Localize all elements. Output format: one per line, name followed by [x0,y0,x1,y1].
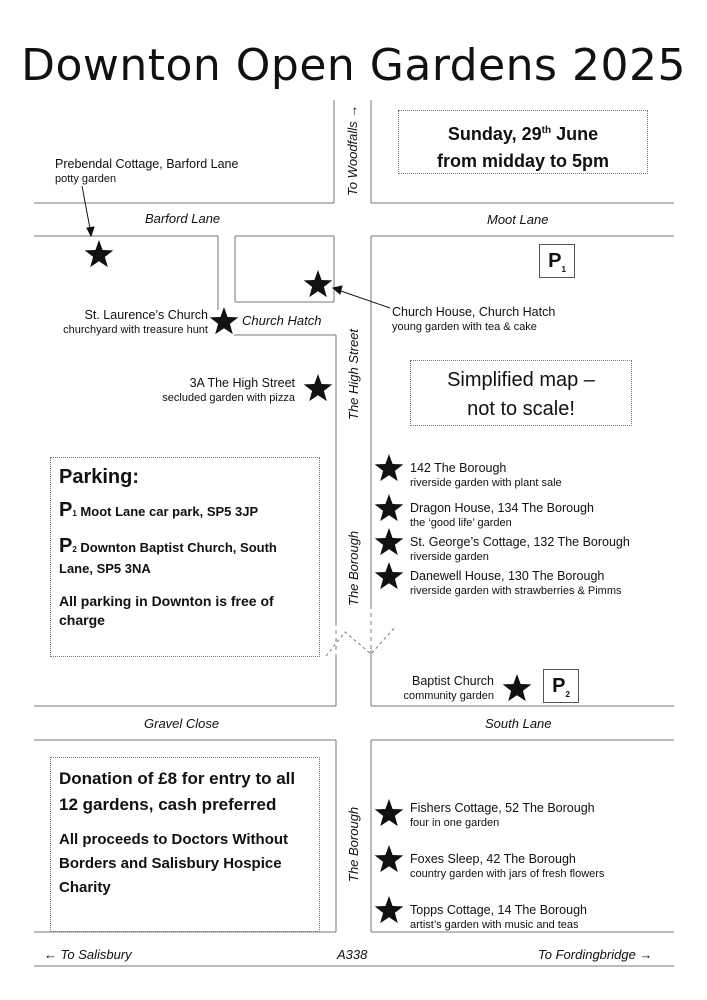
garden-desc: four in one garden [410,817,500,829]
garden-danewell-house [410,569,622,598]
donation-line1: Donation of £8 for entry to all 12 gardens, cash preferred [59,769,296,814]
p1-text: Moot Lane car park, SP5 3JP [80,504,259,519]
parking-free-note: All parking in Downton is free of charge [59,593,274,628]
garden-st-georges-cottage [410,535,630,564]
road-label-to-woodfalls: To Woodfalls → [345,104,360,196]
parking-heading: Parking: [59,466,140,488]
garden-desc: community garden [403,690,494,702]
p2-letter: P [59,535,73,557]
garden-star-icon [85,240,114,267]
garden-142-borough [410,461,562,490]
garden-name: Fishers Cottage, 52 The Borough [410,801,595,815]
garden-name: Prebendal Cottage, Barford Lane [55,157,239,171]
parking-p1 [59,501,311,523]
garden-prebendal-cottage [55,157,238,186]
garden-desc: artist’s garden with music and teas [410,919,579,931]
road-label-borough-lower: The Borough [346,806,361,882]
p2-num: 2 [72,545,77,554]
footer-to-fordingbridge: To Fordingbridge → [538,947,653,962]
footer-to-salisbury: ← To Salisbury [44,947,132,962]
p2-text: Downton Baptist Church, South Lane, SP5 3NA [59,540,277,576]
garden-baptist-church [380,674,494,703]
date-suffix-sup: th [541,125,552,136]
garden-star-icon [304,270,333,297]
garden-name: Church House, Church Hatch [392,305,556,319]
road-label-barford-lane: Barford Lane [145,211,221,226]
parking-marker-letter: P [548,250,562,272]
garden-name: Dragon House, 134 The Borough [410,501,594,515]
garden-name: Topps Cottage, 14 The Borough [410,903,587,917]
garden-star-icon [375,494,404,521]
garden-desc: country garden with jars of fresh flowers [410,868,605,880]
garden-name: Foxes Sleep, 42 The Borough [410,852,576,866]
parking-marker-p1 [539,244,575,278]
garden-star-icon [375,799,404,826]
garden-desc: potty garden [55,173,117,185]
garden-desc: churchyard with treasure hunt [63,324,208,336]
road-label-borough-upper: The Borough [346,530,361,606]
event-date: Sunday, 29 [447,124,542,144]
garden-star-icon [375,896,404,923]
p1-num: 1 [72,509,77,518]
garden-st-laurences-church [36,308,208,337]
event-month: June [551,124,599,144]
pointer-lines [82,186,390,308]
garden-star-icon [375,528,404,555]
garden-name: St. Laurence’s Church [84,308,208,322]
donation-line2: All proceeds to Doctors Without Borders and Salisbury Hospice Charity [59,831,289,896]
garden-star-icon [503,674,532,701]
garden-fishers-cottage [410,801,595,830]
parking-marker-num: 2 [565,690,570,699]
garden-star-icon [304,374,333,401]
garden-church-house [392,305,555,334]
donation-box [50,757,320,932]
road-label-gravel-close: Gravel Close [144,716,220,731]
garden-topps-cottage [410,903,587,932]
parking-p2 [59,537,311,578]
garden-name: St. George’s Cottage, 132 The Borough [410,535,630,549]
garden-foxes-sleep [410,852,604,881]
road-label-high-street: The High Street [346,328,361,420]
road-label-moot-lane: Moot Lane [487,212,549,227]
event-time: from midday to 5pm [436,151,610,171]
garden-3a-high-street [100,376,295,405]
event-date-box [398,110,648,174]
garden-star-icon [375,454,404,481]
p1-letter: P [59,499,73,521]
garden-desc: riverside garden with plant sale [410,477,562,489]
garden-star-icon [210,307,239,334]
garden-dragon-house [410,501,594,530]
garden-star-icon [375,845,404,872]
garden-desc: secluded garden with pizza [162,392,295,404]
garden-desc: the ‘good life’ garden [410,517,512,529]
scale-note-line2: not to scale! [467,398,575,420]
scale-note-line1: Simplified map – [447,369,595,391]
garden-desc: riverside garden [410,551,489,563]
garden-name: 142 The Borough [410,461,507,475]
road-label-church-hatch: Church Hatch [242,313,322,328]
page-title: Downton Open Gardens 2025 [21,40,686,91]
parking-marker-p2 [543,669,579,703]
garden-star-icon [375,562,404,589]
parking-marker-num: 1 [561,265,566,274]
scale-note-box [410,360,632,426]
garden-name: Baptist Church [412,674,494,688]
garden-name: 3A The High Street [189,376,295,390]
parking-marker-letter: P [552,675,566,697]
road-label-south-lane: South Lane [485,716,552,731]
garden-name: Danewell House, 130 The Borough [410,569,605,583]
garden-desc: young garden with tea & cake [392,321,537,333]
garden-desc: riverside garden with strawberries & Pimms [410,585,622,597]
parking-info-box [50,457,320,657]
footer-a338: A338 [337,947,368,962]
